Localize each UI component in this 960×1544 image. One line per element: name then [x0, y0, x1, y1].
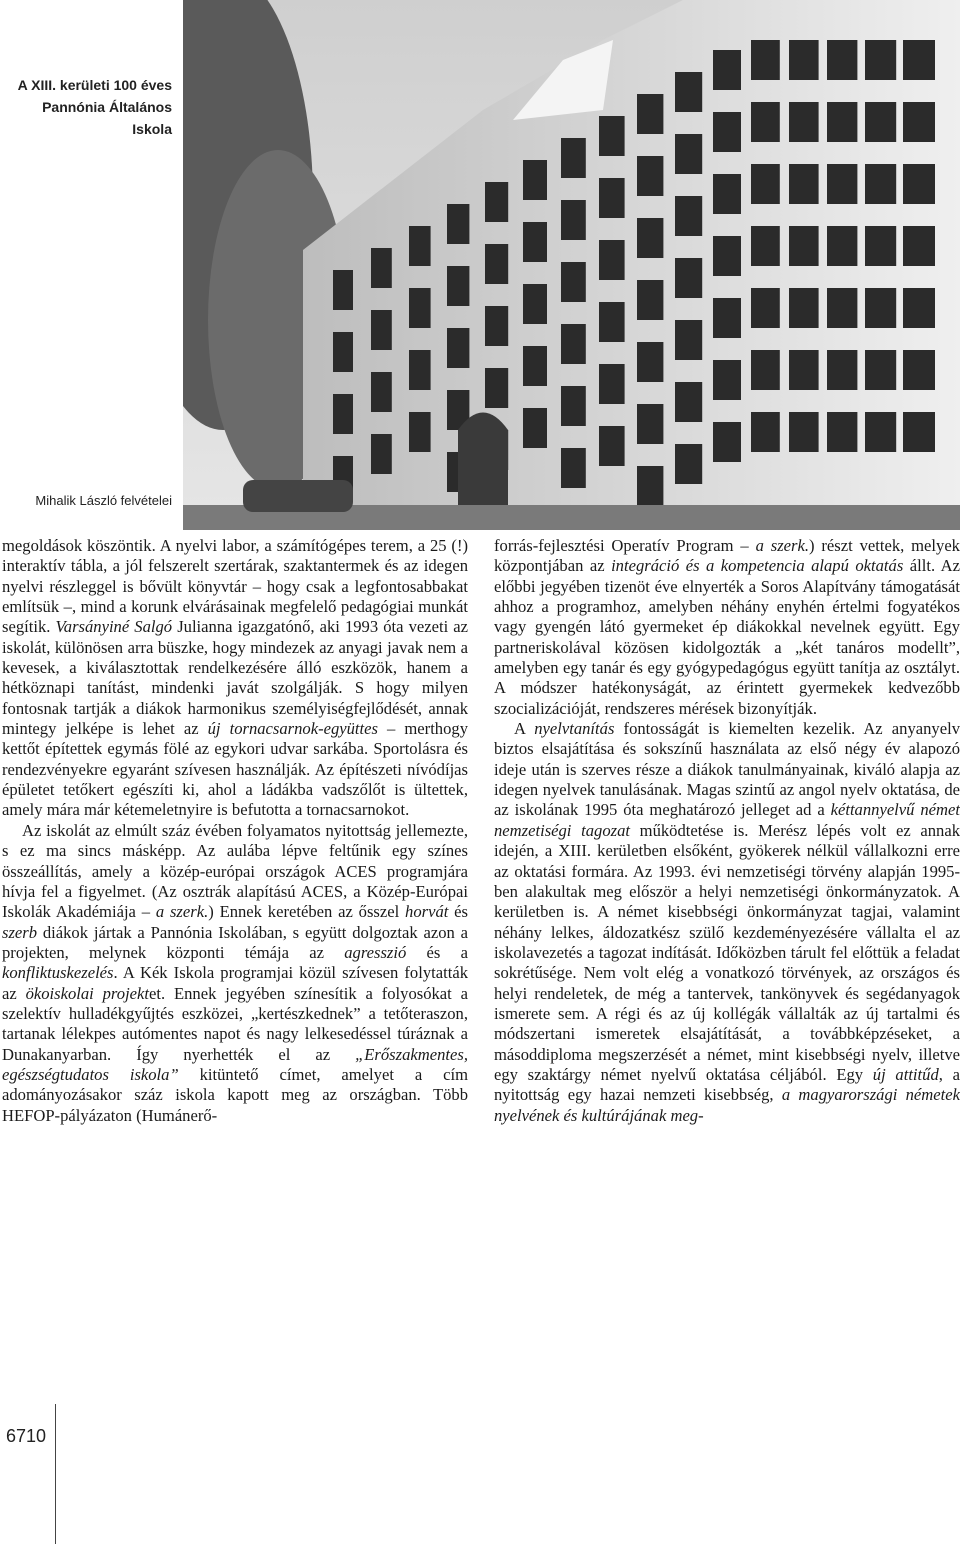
text-run: Az iskolát az elmúlt száz évében folyamatos nyitottság jellemezte, s ez ma sincs másképp. Az aulába lépve feltűnik egy színes összeállítás, amely a közép-európai országok ACES programjára hívja fel a figyelmet. (Az osztrák alapítású ACES, a Közép-Európai Iskolák Akadémiája – [2, 820, 468, 922]
text-run: , a nyitottság egy hazai nemzeti kisebbség, [494, 1064, 960, 1105]
emphasis: a magyarországi németek nyelvének és kultúrájának meg- [494, 1085, 960, 1125]
emphasis: agresszió [344, 942, 407, 962]
emphasis: Varsányiné Salgó [55, 617, 173, 637]
text-run: és [448, 902, 469, 922]
text-run: forrás-fejlesztési Operatív Program – [494, 536, 756, 555]
paragraph [494, 719, 960, 1126]
paragraph [494, 536, 960, 719]
school-building-photo [183, 0, 960, 530]
emphasis: szerb [2, 922, 38, 942]
text-run: diákok jártak a Pannónia Iskolában, s együtt dolgoztak azon a projekten, melynek központi témája az [2, 922, 468, 962]
article-title [0, 74, 172, 140]
text-column-left [2, 536, 468, 1126]
emphasis: konfliktuskezelés [2, 963, 114, 983]
text-run: állt. Az előbbi jegyében tizenöt éve elnyerték a Soros Alapítvány támogatását ahhoz a programhoz, amelyben néhány enyhén értelmi fogyatékos vagy gyengén látó gyermeket ép diákokkal nevelnek együtt. Egy partneriskolával közösen kidolgozták a „két tanáros modellt”, amelyben egy tanár és egy gyógypedagógus együtt tanítja az osztályt. A módszer hatékonyságát, az érintett gyermekek kedvezőbb szocializációját, rendszeres mérések bizonyítják. [494, 556, 960, 718]
text-run: et. Ennek jegyében színesítik a folyosókat a szelektív hulladékgyűjtés eszközei, „kertészkednek” a tetőteraszon, tartanak lélekpes autómentes napot és nagy lelkesedéssel túráznak a Dunakanyarban. Így nyerhették el az [2, 983, 468, 1064]
text-run: megoldások köszöntik. A nyelvi labor, a számítógépes terem, a 25 (!) interaktív tábla, a jól felszerelt szertárak, szaktantermek és az idegen nyelvi részleggel is bővült könyvtár – hogy csak a legfontosabbakat említsük –, mind a korunk elvárásainak megfelelő pedagógiai munkát segítik. [2, 536, 468, 637]
text-column-right [494, 536, 960, 1126]
emphasis: horvát [405, 902, 449, 922]
emphasis: integráció és a kompetencia alapú oktatás [611, 556, 904, 576]
emphasis: „Erőszakmentes, egészségtudatos iskola” [2, 1044, 468, 1084]
page-number: 6710 [6, 1426, 47, 1446]
emphasis: új tornacsarnok-együttes [207, 719, 378, 739]
emphasis: a szerk. [755, 536, 809, 555]
text-run: Julianna igazgatónő, aki 1993 óta vezeti az iskolát, különösen arra büszke, hogy mindezek az anyagi javak nem a kevesek, a kiválasztottak rendelkezésére álló eszközök, hanem a hétköznapi tanítást, mindenki javát szolgálják. S hogy milyen fontosnak tartják a diákok harmonikus személyiségfejlődését, annak mintegy jelképe is lehet az [2, 617, 468, 739]
emphasis: nyelvtanítás [534, 719, 615, 739]
page-number-divider [55, 1404, 56, 1544]
text-run: . A Kék Iskola programjai közül szívesen folytatták az [2, 963, 468, 1003]
emphasis: új attitűd [872, 1064, 939, 1084]
emphasis: a szerk. [155, 902, 209, 922]
paragraph [2, 536, 468, 821]
emphasis: kéttannyelvű német nemzetiségi tagozat [494, 800, 960, 840]
photo-credit: Mihalik László felvételei [35, 493, 172, 508]
text-run: és a [406, 942, 468, 962]
text-run: ) részt vettek, melyek központjában az [494, 536, 960, 576]
text-run: kitüntető címet, amelyet a cím adományozásakor száz iskola kapott meg az országban. Több HEFOP-pályázaton (Humánerő- [2, 1064, 468, 1125]
emphasis: ökoiskolai projekt [25, 983, 150, 1003]
text-run: – merthogy kettőt építettek egymás fölé az egykori udvar sarkába. Sportolásra és rendezvényekre egyaránt szívesen használják. Az építészeti nívódíjas épületet tetőkert egészíti ki, ahol a ládákba vadszőlőt is ültettek, amely mára már kétemeletnyire is befutotta a tornacsarnokot. [2, 719, 468, 820]
paragraph [2, 821, 468, 1126]
text-run: A [514, 719, 535, 739]
article-title-line-2: Pannónia Általános Iskola [42, 99, 172, 137]
article-title-line-1: A XIII. kerületi 100 éves [17, 77, 172, 93]
school-building-photo-icon [183, 0, 960, 530]
text-run: fontosságát is kiemelten kezelik. Az anyanyelv biztos elsajátítása és sokszínű használata az első négy év alapozó ideje után is szerves része a diákok tanulmányainak, kiváló alapja az idegen nyelvek tanulásának. Magas szintű az angol nyelv oktatása, de az iskolának 1995 óta meghatározó jelleget ad a [494, 719, 960, 820]
text-run: működtetése is. Merész lépés volt ez annak idején, a XIII. kerületben elsőként, gyökerek nélkül vállalkozni erre az oktatási formára. Az 1993. évi nemzetiségi törvény alapján 1995-ben alakultak meg először a helyi nemzetiségi önkormányzatok. A kerületben is. A német kisebbségi önkormányzat tagjai, valamint néhány lelkes, áldozatkész szülő kezdeményezésére vállalta el az iskolavezetés a tagozat indítását. Időközben tárult fel előttük a feladat sokrétűsége. Nem volt elég a vonatkozó törvények, az országos és helyi rendeletek, de még a tantervek, tankönyvek és segédanyagok ismerete sem. A régi és az új kollégák vállalták az új tartalmi és módszertani ismeretek elsajátítását, a továbbképzéseket, a másoddiploma megszerzését a német, mint kisebbségi nyelv, illetve egy szaktárgy német nyelvű oktatása céljából. Egy [494, 820, 960, 1084]
text-run: ) Ennek keretében az ősszel [208, 902, 406, 922]
